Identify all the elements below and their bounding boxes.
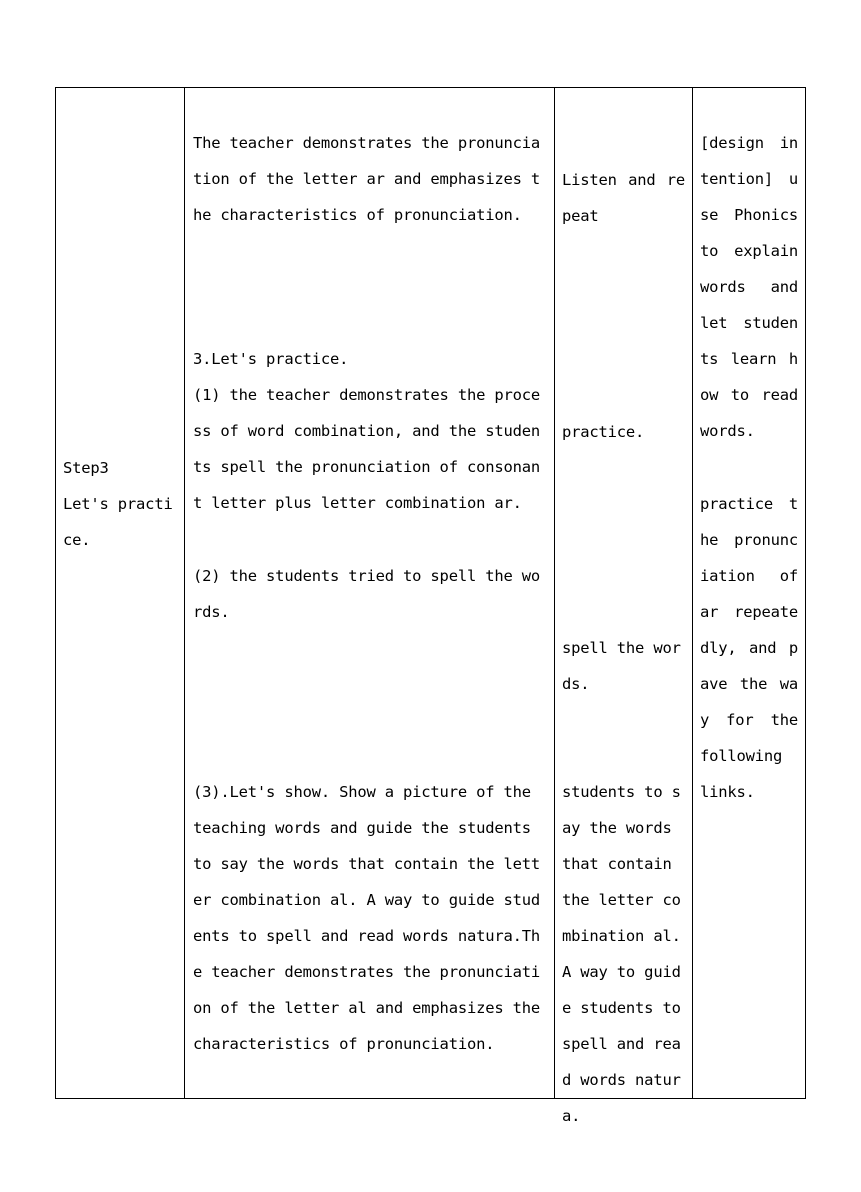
step-subtitle: Let's practice. — [63, 495, 173, 549]
lesson-plan-table — [55, 87, 808, 1125]
intention-2: practice the pronunciation of ar repeatedly, and pave the way for the following links. — [700, 495, 808, 801]
procedure-step-2: (2) the students tried to spell the words. — [193, 567, 541, 621]
activity-4: students to say the words that contain the letter combination al. A way to guide students to spell and read words natura. — [562, 783, 690, 1125]
procedure-cell — [185, 88, 555, 1099]
procedure-heading: 3.Let's practice. — [193, 350, 349, 368]
intention-cell — [693, 88, 806, 1099]
activity-3: spell the words. — [562, 639, 681, 693]
student-activity-cell — [555, 88, 693, 1125]
intention-1: [design intention] use Phonics to explain words and let students learn how to read words. — [700, 134, 808, 440]
procedure-step-1: (1) the teacher demonstrates the process of word combination, and the students spell the pronunciation of consonant letter plus letter combination ar. — [193, 386, 541, 512]
activity-2: practice. — [562, 423, 645, 441]
procedure-paragraph-1: The teacher demonstrates the pronunciation of the letter ar and emphasizes the characteristics of pronunciation. — [193, 134, 541, 224]
activity-1: Listen and repeat — [562, 171, 685, 225]
step-title: Step3 — [63, 459, 109, 477]
step-cell — [56, 88, 185, 1099]
procedure-step-3: (3).Let's show. Show a picture of the teaching words and guide the students to say the words that contain the letter combination al. A way to guide students to spell and read words natura.The teacher demonstrates the pronunciation of the letter al and emphasizes the characteristics of pronunciation. — [193, 783, 550, 1053]
